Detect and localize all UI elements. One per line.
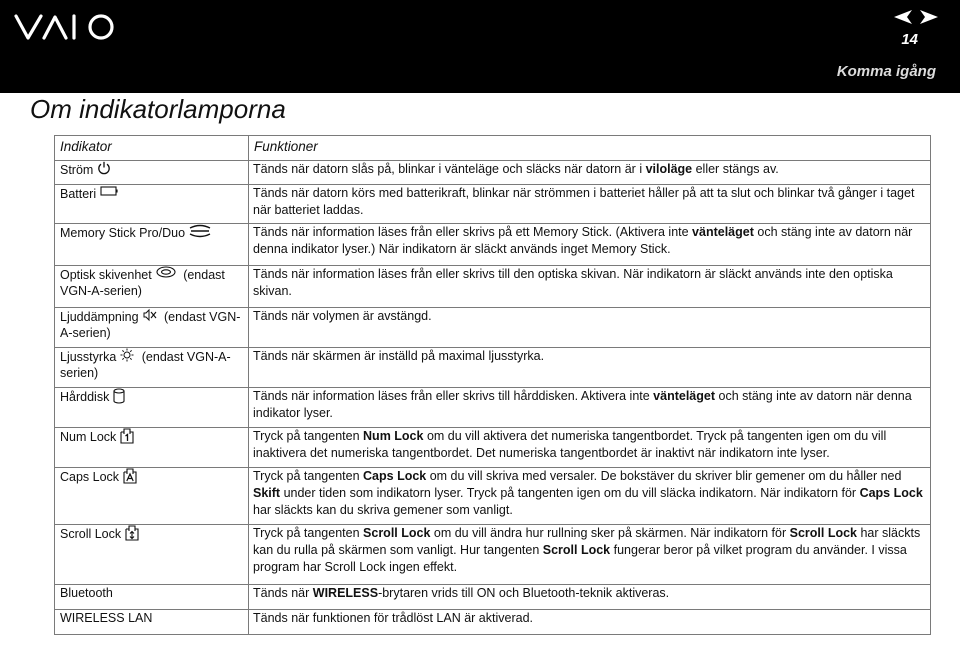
table-row	[55, 428, 931, 468]
indicator-cell	[55, 224, 249, 266]
function-cell	[249, 266, 931, 308]
indicator-name: Memory Stick Pro/Duo	[60, 226, 186, 240]
indicator-cell	[55, 185, 249, 224]
function-text: Tänds när datorn körs med batterikraft, blinkar när strömmen i batteriet håller på att ta slut och blinkar två gånger i taget när batteriet laddas.	[253, 186, 915, 217]
function-text: Tryck på tangenten Num Lock om du vill aktivera det numeriska tangentbordet. Tryck på tangenten igen om du vill inaktivera det numeriska tangentbordet. Det numeriska tangentbordet är inaktivt när indikatorn inte lyser.	[253, 429, 887, 460]
indicator-cell	[55, 266, 249, 308]
indicator-table	[54, 135, 931, 635]
indicator-cell	[55, 428, 249, 468]
indicator-cell	[55, 468, 249, 525]
page-header	[0, 0, 960, 93]
power-icon	[97, 161, 111, 177]
page-title: Om indikatorlamporna	[30, 94, 286, 124]
table-row	[55, 348, 931, 388]
indicator-name: Scroll Lock	[60, 527, 122, 541]
function-text: Tryck på tangenten Scroll Lock om du vill ändra hur rullning sker på skärmen. När indikatorn för Scroll Lock har släckts kan du rulla på skärmen som vanligt. Hur tangenten Scroll Lock fungerar beror på vilket program du använder. I vissa program har Scroll Lock ingen effekt.	[253, 526, 921, 574]
function-text: Tänds när WIRELESS-brytaren vrids till ON och Bluetooth-teknik aktiveras.	[253, 586, 670, 600]
indicator-note: (endast VGN-A-serien)	[60, 310, 241, 340]
battery-icon	[100, 185, 118, 201]
indicator-cell	[55, 388, 249, 428]
table-row	[55, 266, 931, 308]
brightness-icon	[120, 348, 134, 364]
function-cell	[249, 585, 931, 610]
indicator-cell	[55, 610, 249, 635]
column-header-indicator: Indikator	[55, 136, 249, 161]
function-cell	[249, 308, 931, 348]
mute-icon	[143, 308, 157, 324]
function-cell	[249, 610, 931, 635]
section-title: Komma igång	[836, 63, 936, 80]
indicator-cell	[55, 348, 249, 388]
vaio-logo	[14, 12, 122, 42]
table-row	[55, 468, 931, 525]
function-text: Tänds när datorn slås på, blinkar i vänteläge och släcks när datorn är i viloläge eller stängs av.	[253, 162, 779, 176]
indicator-note: (endast VGN-A-serien)	[60, 350, 231, 380]
table-row	[55, 525, 931, 585]
indicator-name: Ljusstyrka	[60, 350, 117, 364]
indicator-name: Hårddisk	[60, 390, 110, 404]
table-row	[55, 610, 931, 635]
function-text: Tänds när skärmen är inställd på maximal ljusstyrka.	[253, 349, 545, 363]
column-header-functions: Funktioner	[249, 136, 931, 161]
table-row	[55, 224, 931, 266]
optical-disc-icon	[156, 266, 176, 282]
function-text: Tänds när information läses från eller skrivs på ett Memory Stick. (Aktivera inte vänteläget och stäng inte av datorn när denna indikator lyser.) När indikatorn är släckt används inget Memory Stick.	[253, 225, 913, 256]
indicator-name: Batteri	[60, 187, 97, 201]
page-navigation	[894, 10, 938, 24]
indicator-cell	[55, 161, 249, 185]
table-row	[55, 308, 931, 348]
indicator-name: Optisk skivenhet	[60, 268, 152, 282]
page-number: 14	[901, 31, 918, 48]
indicator-name: Caps Lock	[60, 470, 120, 484]
table-row	[55, 185, 931, 224]
function-text: Tänds när information läses från eller skrivs till den optiska skivan. När indikatorn är släckt används inte den optiska skivan.	[253, 267, 893, 298]
function-text: Tänds när information läses från eller skrivs till hårddisken. Aktivera inte vänteläget och stäng inte av datorn när denna indikator lyser.	[253, 389, 912, 420]
function-cell	[249, 388, 931, 428]
indicator-name: WIRELESS LAN	[60, 611, 153, 625]
indicator-cell	[55, 525, 249, 585]
function-text: Tryck på tangenten Caps Lock om du vill skriva med versaler. De bokstäver du skriver blir gemener om du håller ned Skift under tiden som indikatorn lyser. Tryck på tangenten igen om du vill släcka indikatorn. När indikatorn för Caps Lock har släckts kan du skriva gemener som vanligt.	[253, 469, 923, 517]
function-cell	[249, 161, 931, 185]
indicator-name: Ljuddämpning	[60, 310, 139, 324]
function-cell	[249, 428, 931, 468]
arrow-left-icon[interactable]	[894, 10, 912, 24]
function-cell	[249, 224, 931, 266]
indicator-note: (endast VGN-A-serien)	[60, 268, 225, 298]
num-lock-icon	[120, 428, 134, 444]
indicator-name: Bluetooth	[60, 586, 113, 600]
indicator-cell	[55, 585, 249, 610]
table-row	[55, 585, 931, 610]
scroll-lock-icon	[125, 525, 139, 541]
table-row	[55, 161, 931, 185]
function-cell	[249, 348, 931, 388]
table-header-row	[55, 136, 931, 161]
function-text: Tänds när volymen är avstängd.	[253, 309, 432, 323]
memory-stick-icon	[189, 224, 211, 240]
indicator-name: Num Lock	[60, 430, 117, 444]
arrow-right-icon[interactable]	[920, 10, 938, 24]
hard-disk-icon	[113, 388, 125, 404]
function-cell	[249, 468, 931, 525]
caps-lock-icon	[123, 468, 137, 484]
function-cell	[249, 525, 931, 585]
function-cell	[249, 185, 931, 224]
indicator-cell	[55, 308, 249, 348]
indicator-name: Ström	[60, 163, 94, 177]
function-text: Tänds när funktionen för trådlöst LAN är aktiverad.	[253, 611, 534, 625]
table-row	[55, 388, 931, 428]
